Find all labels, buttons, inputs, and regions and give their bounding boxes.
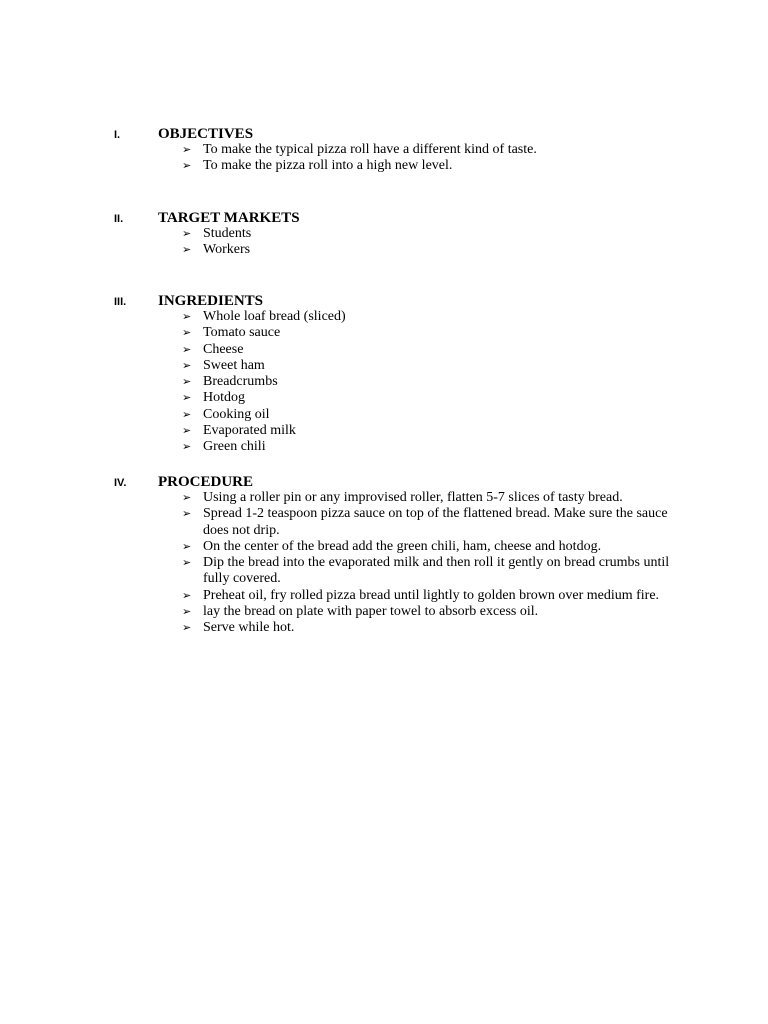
- arrow-bullet-icon: ➢: [182, 491, 192, 504]
- section-heading: PROCEDURE: [158, 474, 254, 490]
- list-item-text: Spread 1-2 teaspoon pizza sauce on top of the flattened bread. Make sure the sauce does not drip.: [203, 506, 668, 538]
- list-item: [0, 555, 671, 588]
- list-item-text: To make the pizza roll into a high new level.: [203, 158, 453, 174]
- arrow-bullet-icon: ➢: [182, 227, 192, 240]
- arrow-bullet-icon: ➢: [182, 375, 192, 389]
- section-heading: TARGET MARKETS: [158, 210, 300, 226]
- arrow-bullet-icon: ➢: [182, 507, 192, 521]
- list-item-text: Breadcrumbs: [203, 374, 278, 390]
- list-item-text: On the center of the bread add the green chili, ham, cheese and hotdog.: [203, 538, 602, 554]
- list-item: [0, 226, 671, 242]
- arrow-bullet-icon: ➢: [182, 326, 192, 340]
- list-item: [0, 439, 671, 455]
- arrow-bullet-icon: ➢: [182, 424, 192, 438]
- list-item-text: Tomato sauce: [203, 325, 281, 341]
- list-item: [0, 374, 671, 390]
- arrow-bullet-icon: ➢: [182, 407, 192, 421]
- list-item: [0, 242, 671, 258]
- section-heading: INGREDIENTS: [158, 293, 264, 309]
- list-item: [0, 358, 671, 374]
- list-item-text: Sweet ham: [203, 357, 265, 373]
- list-item: [0, 407, 671, 423]
- list-item-text: Evaporated milk: [203, 423, 296, 439]
- arrow-bullet-icon: ➢: [182, 358, 192, 372]
- list-item-text: Green chili: [203, 439, 266, 455]
- list-item-text: Hotdog: [203, 390, 245, 406]
- list-item: [0, 620, 671, 636]
- bullet-list: [0, 142, 768, 175]
- list-item-text: Cooking oil: [203, 406, 270, 422]
- list-item: [0, 604, 671, 620]
- list-item-text: Using a roller pin or any improvised roller, flatten 5-7 slices of tasty bread.: [203, 490, 623, 505]
- arrow-bullet-icon: ➢: [182, 159, 192, 173]
- arrow-bullet-icon: ➢: [182, 539, 192, 553]
- arrow-bullet-icon: ➢: [182, 605, 192, 619]
- list-item-text: lay the bread on plate with paper towel to absorb excess oil.: [203, 604, 539, 620]
- list-item-text: Whole loaf bread (sliced): [203, 309, 346, 324]
- list-item: [0, 588, 671, 604]
- list-item-text: Cheese: [203, 341, 244, 357]
- list-item: [0, 342, 671, 358]
- list-item: [0, 142, 671, 158]
- list-item-text: Serve while hot.: [203, 620, 295, 636]
- list-item: [0, 325, 671, 341]
- list-item-text: Workers: [203, 242, 251, 258]
- arrow-bullet-icon: ➢: [182, 621, 192, 635]
- list-item: [0, 158, 671, 174]
- list-item: [0, 390, 671, 406]
- arrow-bullet-icon: ➢: [182, 342, 192, 356]
- section-heading: OBJECTIVES: [158, 126, 254, 142]
- section-numeral: III.: [114, 296, 127, 308]
- list-item-text: To make the typical pizza roll have a different kind of taste.: [203, 142, 537, 157]
- bullet-list: [0, 226, 768, 259]
- bullet-list: [0, 490, 768, 637]
- section-numeral: I.: [114, 129, 121, 141]
- list-item: [0, 539, 671, 555]
- list-item: [0, 490, 671, 506]
- list-item: [0, 309, 671, 325]
- list-item-text: Dip the bread into the evaporated milk and then roll it gently on bread crumbs until fully covered.: [203, 555, 670, 587]
- arrow-bullet-icon: ➢: [182, 440, 192, 454]
- section-numeral: IV.: [114, 477, 127, 489]
- arrow-bullet-icon: ➢: [182, 143, 192, 156]
- arrow-bullet-icon: ➢: [182, 588, 192, 602]
- bullet-list: [0, 309, 768, 456]
- section-numeral: II.: [114, 213, 124, 225]
- arrow-bullet-icon: ➢: [182, 310, 192, 323]
- list-item-text: Students: [203, 226, 252, 241]
- list-item: [0, 423, 671, 439]
- arrow-bullet-icon: ➢: [182, 243, 192, 257]
- arrow-bullet-icon: ➢: [182, 556, 192, 570]
- list-item-text: Preheat oil, fry rolled pizza bread until lightly to golden brown over medium fire.: [203, 587, 660, 603]
- arrow-bullet-icon: ➢: [182, 391, 192, 405]
- list-item: [0, 506, 671, 539]
